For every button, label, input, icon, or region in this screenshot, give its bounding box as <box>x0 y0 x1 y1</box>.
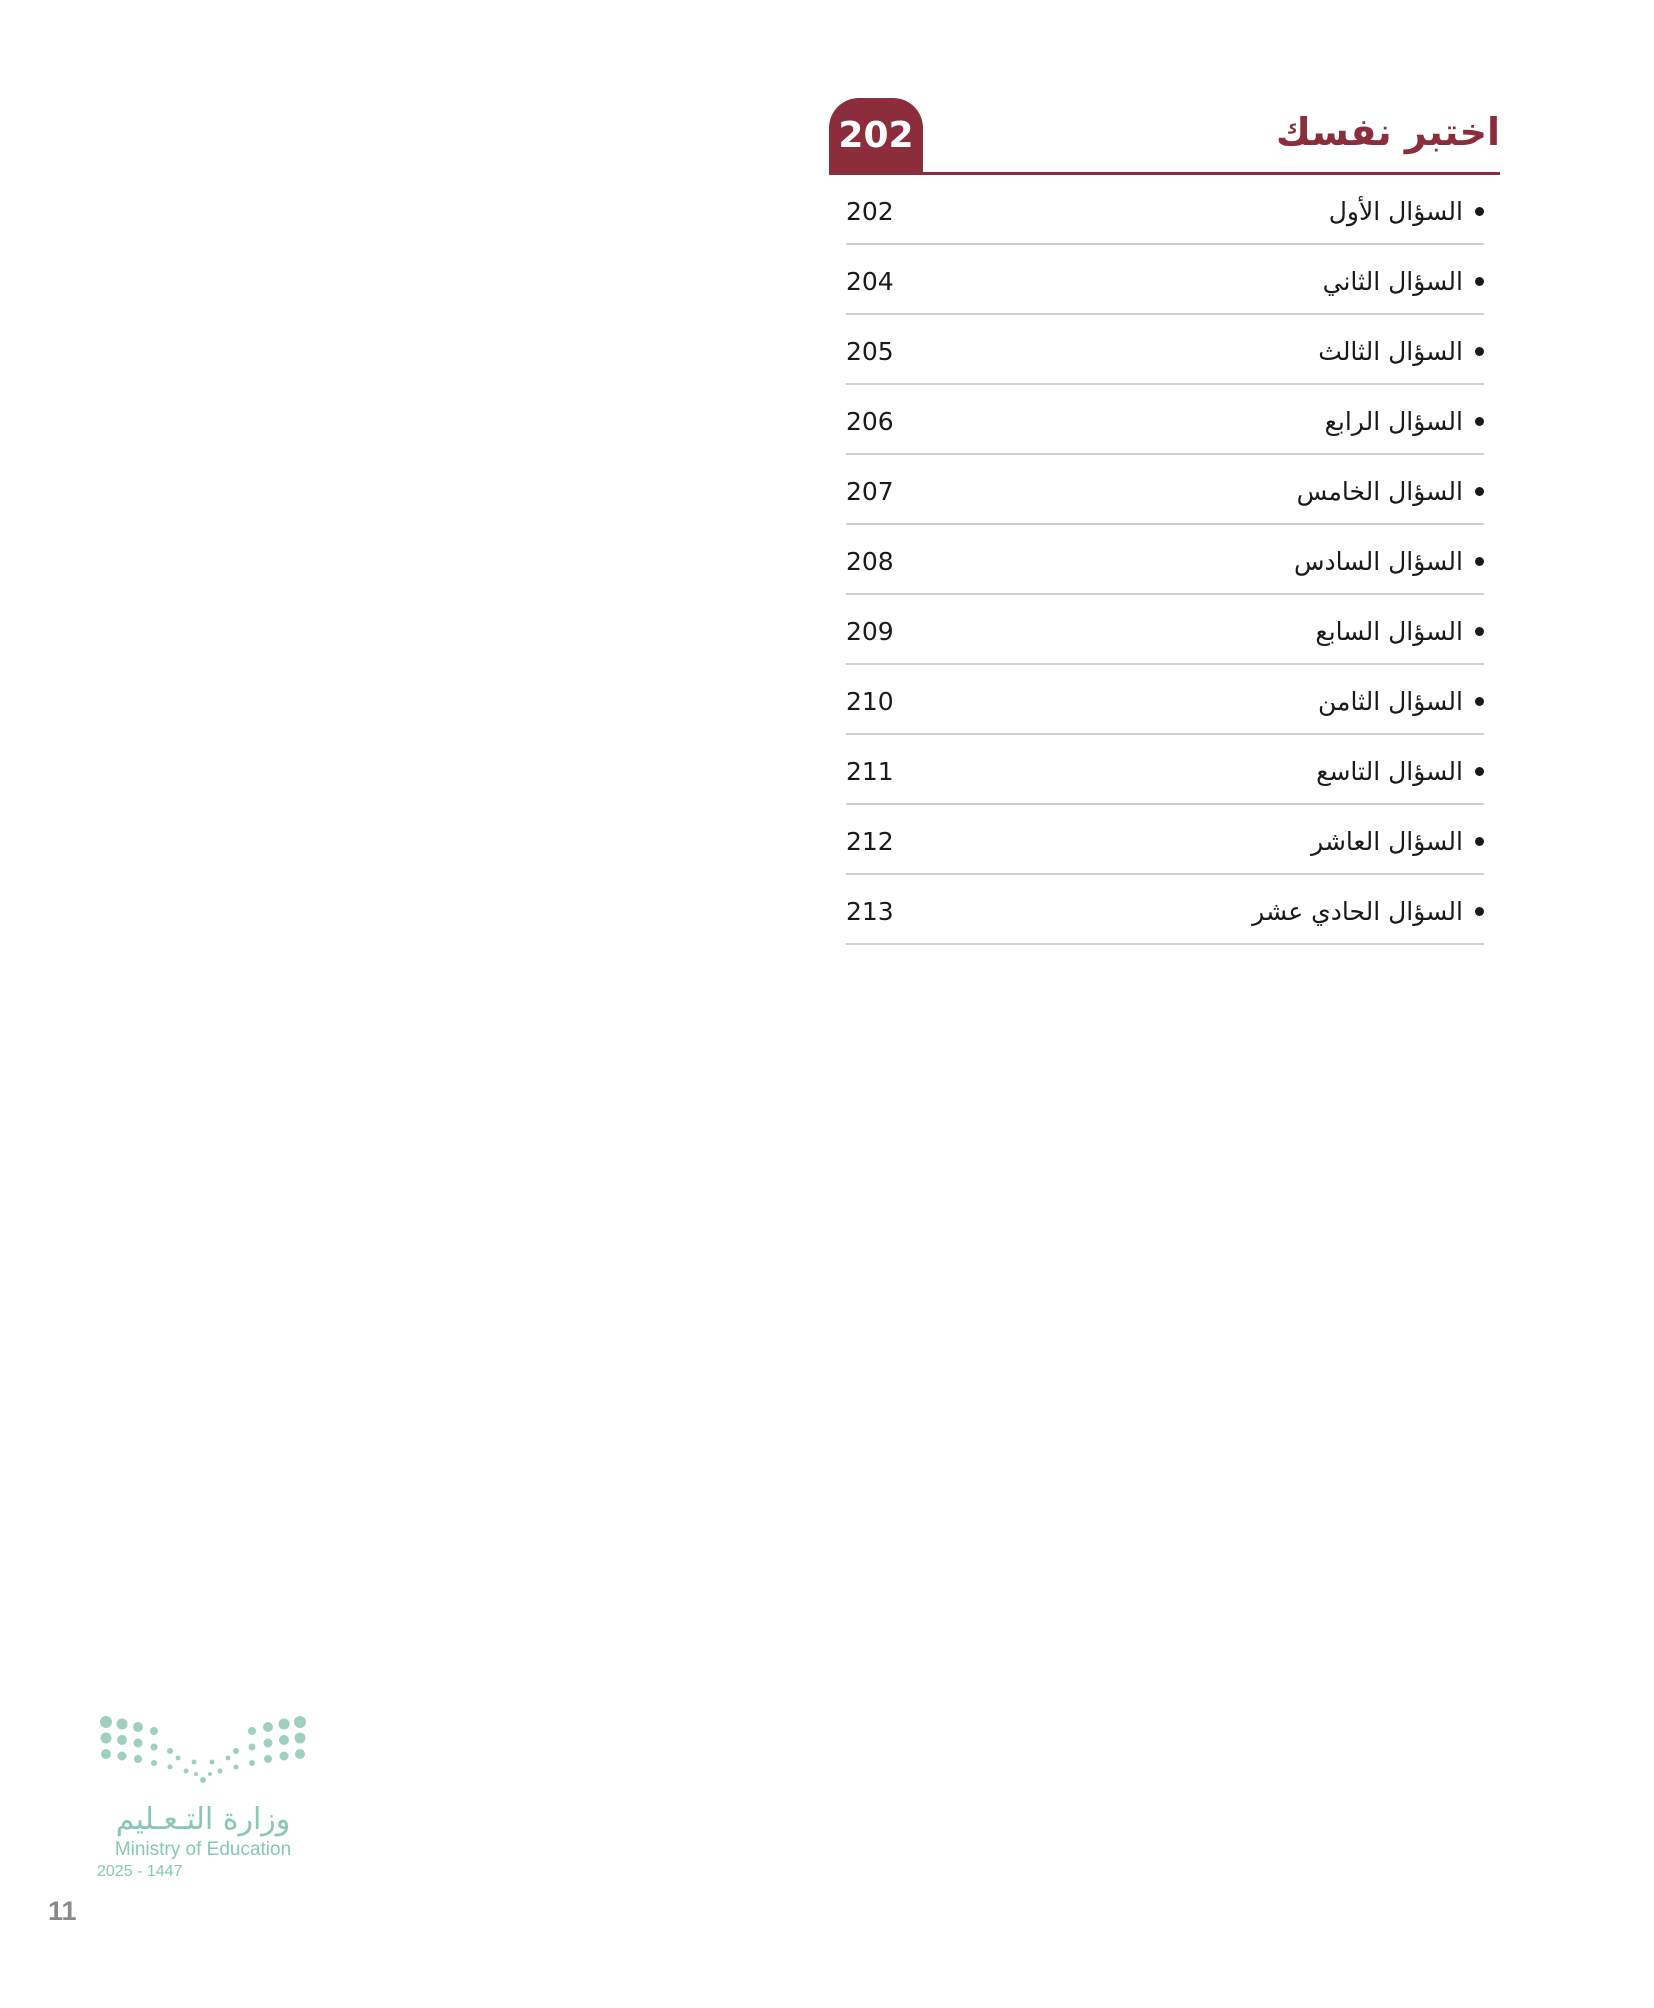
ministry-name-ar: وزارة التـعـليم <box>115 1802 291 1837</box>
toc-row-label-wrap <box>1315 617 1484 646</box>
toc-row-page: 212 <box>846 827 894 856</box>
bullet-icon <box>1475 767 1484 776</box>
table-of-contents <box>829 98 1500 945</box>
toc-row-page: 209 <box>846 617 894 646</box>
toc-row-page: 211 <box>846 757 894 786</box>
toc-list <box>829 175 1500 945</box>
toc-row-label: السؤال السابع <box>1315 617 1463 646</box>
ministry-year: 2025 - 1447 <box>97 1863 183 1880</box>
toc-row-page: 208 <box>846 547 894 576</box>
toc-row-label-wrap <box>1325 407 1484 436</box>
bullet-icon <box>1475 837 1484 846</box>
toc-row-label: السؤال الحادي عشر <box>1252 897 1463 926</box>
ministry-logo <box>96 1716 310 1881</box>
toc-row-label-wrap <box>1294 547 1484 576</box>
toc-row-label: السؤال العاشر <box>1311 827 1463 856</box>
toc-row[interactable] <box>846 525 1484 595</box>
toc-row[interactable] <box>846 665 1484 735</box>
toc-row[interactable] <box>846 385 1484 455</box>
toc-row-page: 206 <box>846 407 894 436</box>
toc-row-page: 205 <box>846 337 894 366</box>
bullet-icon <box>1475 697 1484 706</box>
toc-row-label-wrap <box>1329 197 1484 226</box>
toc-row-page: 204 <box>846 267 894 296</box>
ministry-dots-icon <box>96 1716 310 1790</box>
section-header <box>829 98 1500 175</box>
toc-row-label: السؤال السادس <box>1294 547 1463 576</box>
toc-row[interactable] <box>846 875 1484 945</box>
bullet-icon <box>1475 487 1484 496</box>
toc-row[interactable] <box>846 245 1484 315</box>
toc-row-label: السؤال الثامن <box>1318 687 1463 716</box>
toc-row-label-wrap <box>1311 827 1484 856</box>
toc-row-label: السؤال الخامس <box>1296 477 1463 506</box>
toc-row-label: السؤال الأول <box>1328 197 1463 226</box>
toc-row-label: السؤال الثاني <box>1322 267 1463 296</box>
bullet-icon <box>1475 627 1484 636</box>
page-number: 11 <box>48 1896 77 1926</box>
toc-row[interactable] <box>846 315 1484 385</box>
toc-row-label-wrap <box>1252 897 1484 926</box>
toc-row-label: السؤال الرابع <box>1324 407 1463 436</box>
toc-row-label-wrap <box>1316 757 1484 786</box>
toc-row-page: 213 <box>846 897 894 926</box>
toc-row-label: السؤال الثالث <box>1318 337 1463 366</box>
bullet-icon <box>1475 207 1484 216</box>
bullet-icon <box>1475 277 1484 286</box>
toc-row[interactable] <box>846 735 1484 805</box>
bullet-icon <box>1475 907 1484 916</box>
toc-row[interactable] <box>846 175 1484 245</box>
toc-row-page: 210 <box>846 687 894 716</box>
toc-row[interactable] <box>846 805 1484 875</box>
toc-row-label-wrap <box>1297 477 1484 506</box>
bullet-icon <box>1475 417 1484 426</box>
toc-row-label-wrap <box>1323 267 1484 296</box>
section-title: اختبر نفسك <box>1276 110 1500 154</box>
toc-row-page: 202 <box>846 197 894 226</box>
toc-row-label-wrap <box>1318 337 1484 366</box>
toc-row[interactable] <box>846 595 1484 665</box>
toc-row-label: السؤال التاسع <box>1316 757 1463 786</box>
bullet-icon <box>1475 557 1484 566</box>
toc-row[interactable] <box>846 455 1484 525</box>
bullet-icon <box>1475 347 1484 356</box>
toc-row-label-wrap <box>1318 687 1484 716</box>
ministry-name-en: Ministry of Education <box>114 1839 292 1860</box>
toc-row-page: 207 <box>846 477 894 506</box>
section-page-tab[interactable]: 202 <box>829 98 923 172</box>
